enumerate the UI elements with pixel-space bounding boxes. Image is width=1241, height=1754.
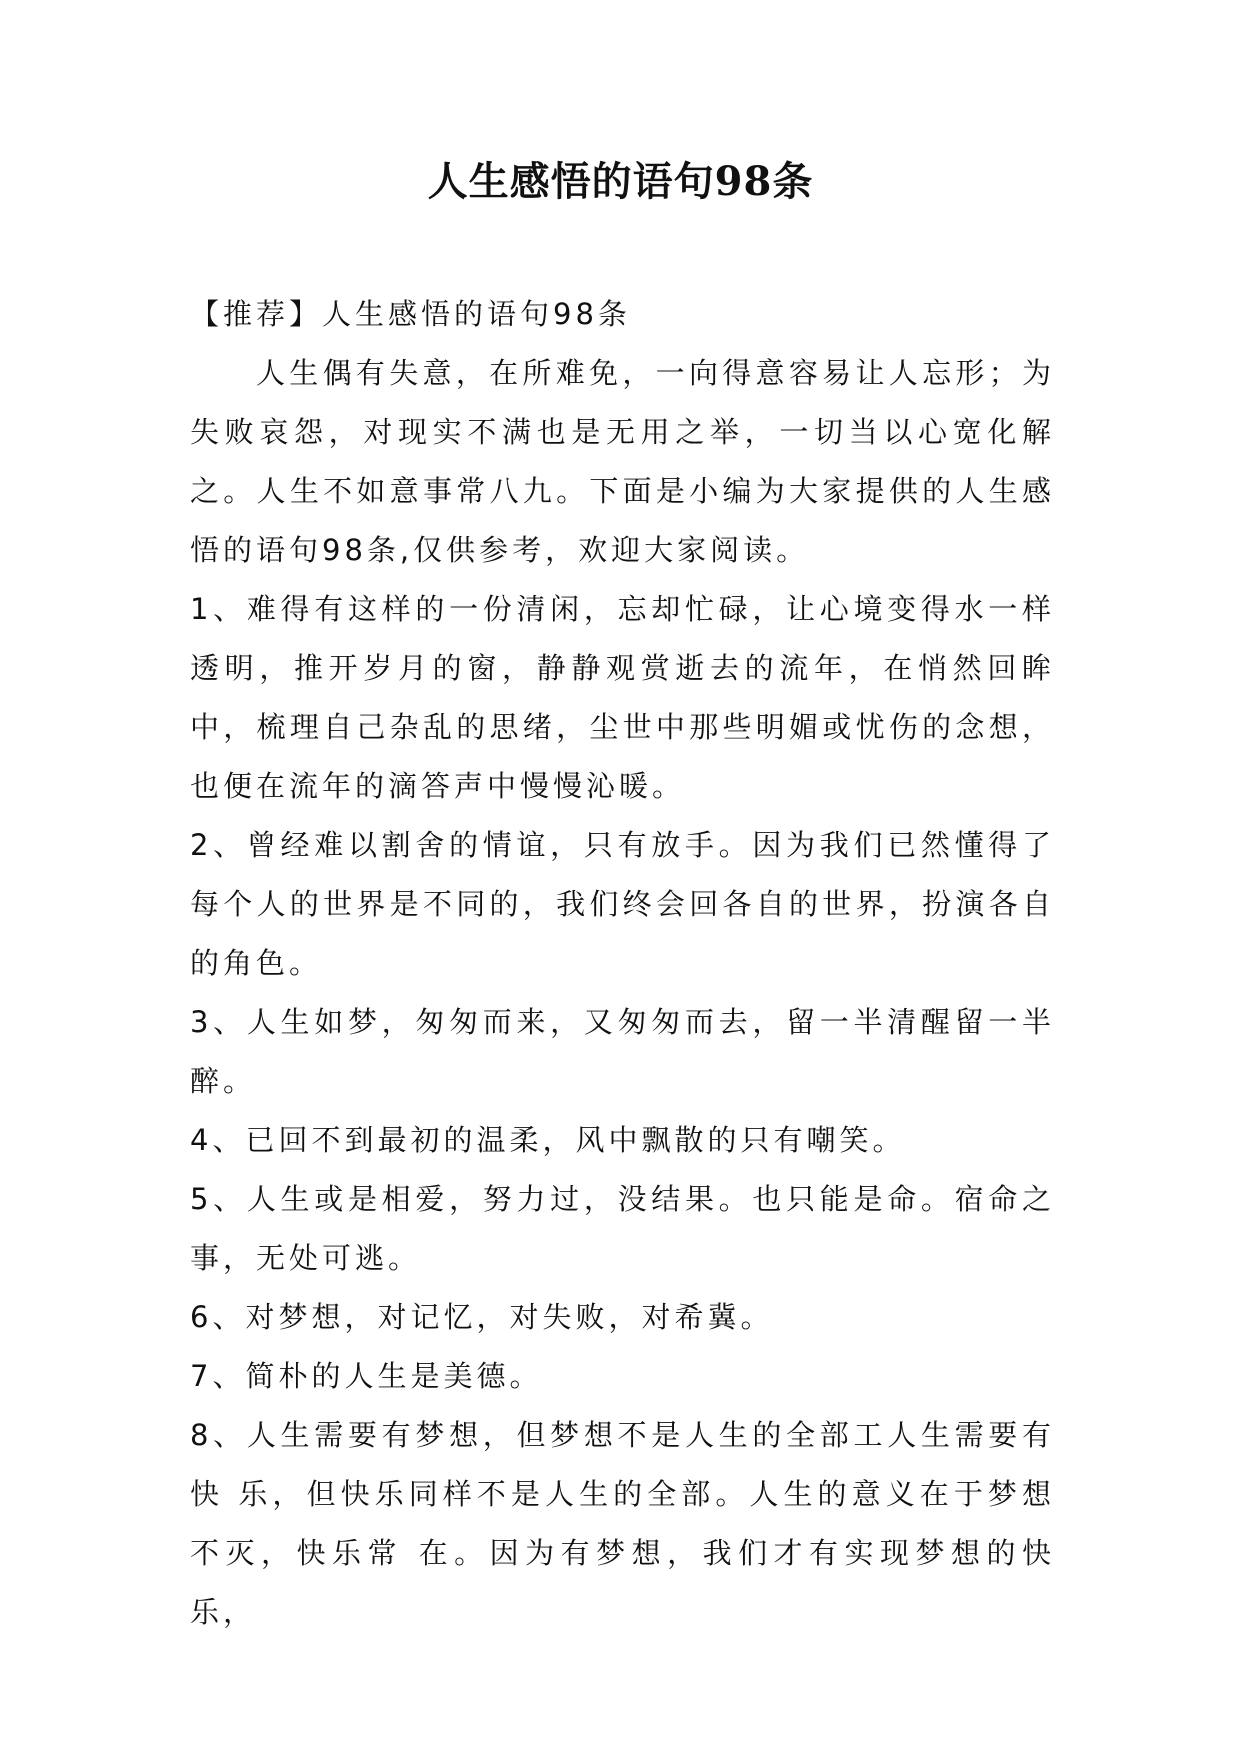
list-item: 4、已回不到最初的温柔，风中飘散的只有嘲笑。 [190,1123,906,1157]
document-title: 人生感悟的语句98条 [427,158,814,205]
list-item: 8、人生需要有梦想，但梦想不是人生的全部工人生需要有快 乐，但快乐同样不是人生的全部。人生的意义在于梦想不灭，快乐常 在。因为有梦想，我们才有实现梦想的快乐， [190,1418,1055,1629]
list-item: 2、曾经难以割舍的情谊，只有放手。因为我们已然懂得了每个人的世界是不同的，我们终会回各自的世界，扮演各自的角色。 [190,828,1055,980]
list-item: 6、对梦想，对记忆，对失败，对希冀。 [190,1300,774,1334]
list-item: 7、简朴的人生是美德。 [190,1359,543,1393]
list-item: 1、难得有这样的一份清闲，忘却忙碌，让心境变得水一样透明，推开岁月的窗，静静观赏逝去的流年，在悄然回眸中，梳理自己杂乱的思绪，尘世中那些明媚或忧伤的念想，也便在流年的滴答声中慢慢沁暖。 [190,592,1055,803]
document-subtitle: 【推荐】人生感悟的语句98条 [190,297,631,331]
document-body [190,285,1055,1642]
intro-paragraph: 人生偶有失意，在所难免，一向得意容易让人忘形；为失败哀怨，对现实不满也是无用之举，一切当以心宽化解之。人生不如意事常八九。下面是小编为大家提供的人生感悟的语句98条,仅供参考，欢迎大家阅读。 [190,356,1055,567]
list-item: 5、人生或是相爱，努力过，没结果。也只能是命。宿命之事，无处可逃。 [190,1182,1055,1275]
list-item: 3、人生如梦，匆匆而来，又匆匆而去，留一半清醒留一半醉。 [190,1005,1055,1098]
